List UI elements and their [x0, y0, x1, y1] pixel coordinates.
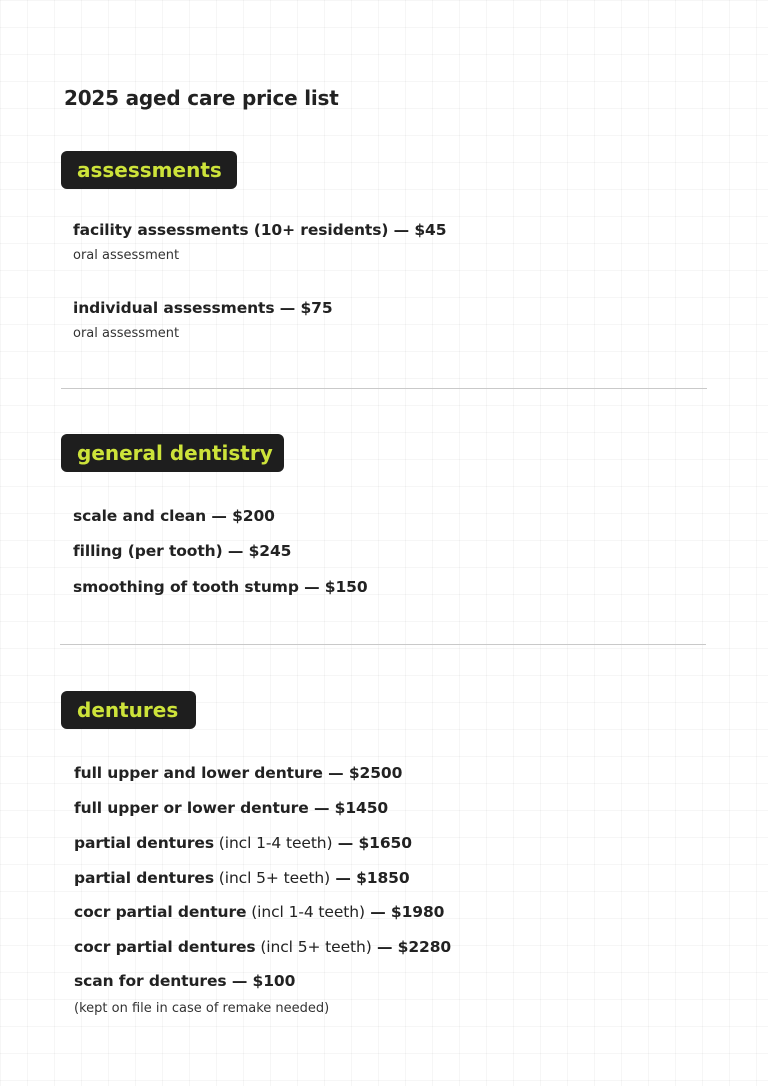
item-name: partial dentures: [74, 869, 214, 887]
item-name: facility assessments (10+ residents): [73, 221, 389, 239]
item-price: — $1850: [330, 869, 410, 887]
item-name: cocr partial dentures: [74, 938, 256, 956]
item-price: — $245: [222, 542, 292, 560]
item-price: — $150: [298, 578, 368, 596]
price-item: [73, 542, 291, 560]
section-divider: [60, 644, 706, 645]
price-item: [74, 764, 402, 782]
price-item: [74, 834, 412, 852]
item-name: partial dentures: [74, 834, 214, 852]
item-name: smoothing of tooth stump: [73, 578, 299, 596]
item-name: individual assessments: [73, 299, 275, 317]
price-item: [73, 299, 333, 317]
page-title: 2025 aged care price list: [64, 86, 339, 110]
item-qualifier: (incl 1-4 teeth): [213, 834, 333, 852]
item-price: — $1650: [332, 834, 412, 852]
price-item: [74, 799, 388, 817]
price-item: [73, 507, 275, 525]
item-qualifier: (incl 1-4 teeth): [246, 903, 365, 921]
item-price: — $45: [388, 221, 447, 239]
price-item: [74, 869, 410, 887]
section-heading-general-dentistry: general dentistry: [61, 434, 284, 472]
item-note: (kept on file in case of remake needed): [74, 1001, 330, 1016]
item-name: filling (per tooth): [73, 542, 223, 560]
item-qualifier: (incl 5+ teeth): [213, 869, 331, 887]
item-price: — $1450: [308, 799, 389, 817]
item-price: — $75: [274, 299, 333, 317]
item-price: — $1980: [364, 903, 445, 921]
item-qualifier: (incl 5+ teeth): [255, 938, 372, 956]
item-name: scale and clean: [73, 507, 207, 525]
section-heading-dentures: dentures: [61, 691, 196, 729]
item-name: full upper or lower denture: [74, 799, 309, 817]
item-price: — $2280: [371, 938, 452, 956]
price-item: [73, 221, 446, 239]
item-note: oral assessment: [73, 326, 180, 341]
price-item: [74, 903, 444, 921]
item-note: oral assessment: [73, 248, 180, 263]
item-price: — $100: [231, 972, 296, 990]
price-item: [74, 938, 451, 956]
item-price: — $2500: [322, 764, 403, 782]
price-item: [73, 578, 368, 596]
item-price: — $200: [206, 507, 275, 525]
section-divider: [61, 388, 707, 389]
price-item: [74, 972, 295, 990]
section-heading-assessments: assessments: [61, 151, 237, 189]
item-name: scan for dentures: [74, 972, 232, 990]
item-name: cocr partial denture: [74, 903, 247, 921]
item-name: full upper and lower denture: [74, 764, 323, 782]
